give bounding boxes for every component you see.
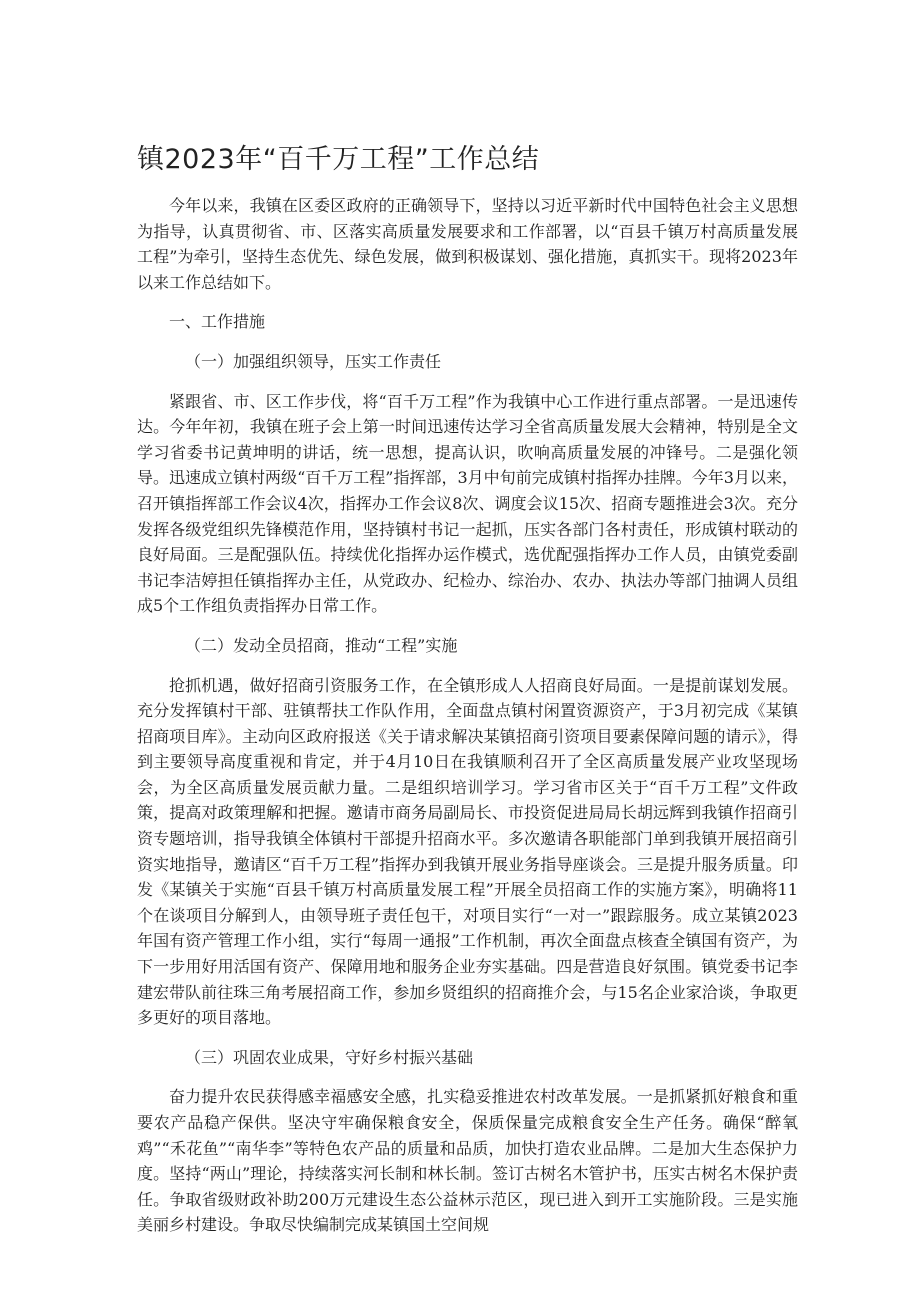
subsection-heading-investment: （二）发动全员招商，推动“工程”实施 <box>185 635 458 655</box>
subsection-paragraph-agriculture: 奋力提升农民获得感幸福感安全感，扎实稳妥推进农村改革发展。一是抓紧抓好粮食和重要农产品稳产保供。坚决守牢确保粮食安全，保质保量完成粮食安全生产任务。确保“醉氧鸡”“禾花鱼”“南华李”等特色农产品的质量和品质，加快打造农业品牌。二是加大生态保护力度。坚持“两山”理论，持续落实河长制和林长制。签订古树名木管护书，压实古树名木保护责任。争取省级财政补助200万元建设生态公益林示范区，现已进入到开工实施阶段。三是实施美丽乡村建设。争取尽快编制完成某镇国土空间规 <box>137 1087 798 1235</box>
subsection-paragraph-investment: 抢抓机遇，做好招商引资服务工作，在全镇形成人人招商良好局面。一是提前谋划发展。充分发挥镇村干部、驻镇帮扶工作队作用，全面盘点镇村闲置资源资产，于3月初完成《某镇招商项目库》。主动向区政府报送《关于请求解决某镇招商引资项目要素保障问题的请示》，得到主要领导高度重视和肯定，并于4月10日在我镇顺利召开了全区高质量发展产业攻坚现场会，为全区高质量发展贡献力量。二是组织培训学习。学习省市区关于“百千万工程”文件政策，提高对政策理解和把握。邀请市商务局副局长、市投资促进局局长胡远辉到我镇作招商引资专题培训，指导我镇全体镇村干部提升招商水平。多次邀请各职能部门单到我镇开展招商引资实地指导，邀请区“百千万工程”指挥办到我镇开展业务指导座谈会。三是提升服务质量。印发《某镇关于实施“百县千镇万村高质量发展工程”开展全员招商工作的实施方案》，明确将11个在谈项目分解到人，由领导班子责任包干，对项目实行“一对一”跟踪服务。成立某镇2023年国有资产管理工作小组，实行“每周一通报”工作机制，再次全面盘点核查全镇国有资产，为下一步用好用活国有资产、保障用地和服务企业夯实基础。四是营造良好氛围。镇党委书记李建宏带队前往珠三角考展招商工作，参加乡贤组织的招商推介会，与15名企业家洽谈，争取更多更好的项目落地。 <box>137 675 798 1028</box>
subsection-paragraph-organization: 紧跟省、市、区工作步伐，将“百千万工程”作为我镇中心工作进行重点部署。一是迅速传达。今年年初，我镇在班子会上第一时间迅速传达学习全省高质量发展大会精神，特别是全文学习省委书记黄坤明的讲话，统一思想，提高认识，吹响高质量发展的冲锋号。二是强化领导。迅速成立镇村两级“百千万工程”指挥部，3月中旬前完成镇村指挥办挂牌。今年3月以来，召开镇指挥部工作会议4次，指挥办工作会议8次、调度会议15次、招商专题推进会3次。充分发挥各级党组织先锋模范作用，坚持镇村书记一起抓，压实各部门各村责任，形成镇村联动的良好局面。三是配强队伍。持续优化指挥办运作模式，选优配强指挥办工作人员，由镇党委副书记李洁婷担任镇指挥办主任，从党政办、纪检办、综治办、农办、执法办等部门抽调人员组成5个工作组负责指挥办日常工作。 <box>137 391 798 616</box>
subsection-heading-organization: （一）加强组织领导，压实工作责任 <box>185 351 442 371</box>
document-title: 镇2023年“百千万工程”工作总结 <box>137 144 540 175</box>
intro-paragraph: 今年以来，我镇在区委区政府的正确领导下，坚持以习近平新时代中国特色社会主义思想为指导，认真贯彻省、市、区落实高质量发展要求和工作部署，以“百县千镇万村高质量发展工程”为牵引，坚持生态优先、绿色发展，做到积极谋划、强化措施，真抓实干。现将2023年以来工作总结如下。 <box>137 196 798 292</box>
document-body <box>137 193 798 1252</box>
subsection-heading-agriculture: （三）巩固农业成果，守好乡村振兴基础 <box>185 1047 474 1067</box>
section-heading-measures: 一、工作措施 <box>169 312 266 332</box>
